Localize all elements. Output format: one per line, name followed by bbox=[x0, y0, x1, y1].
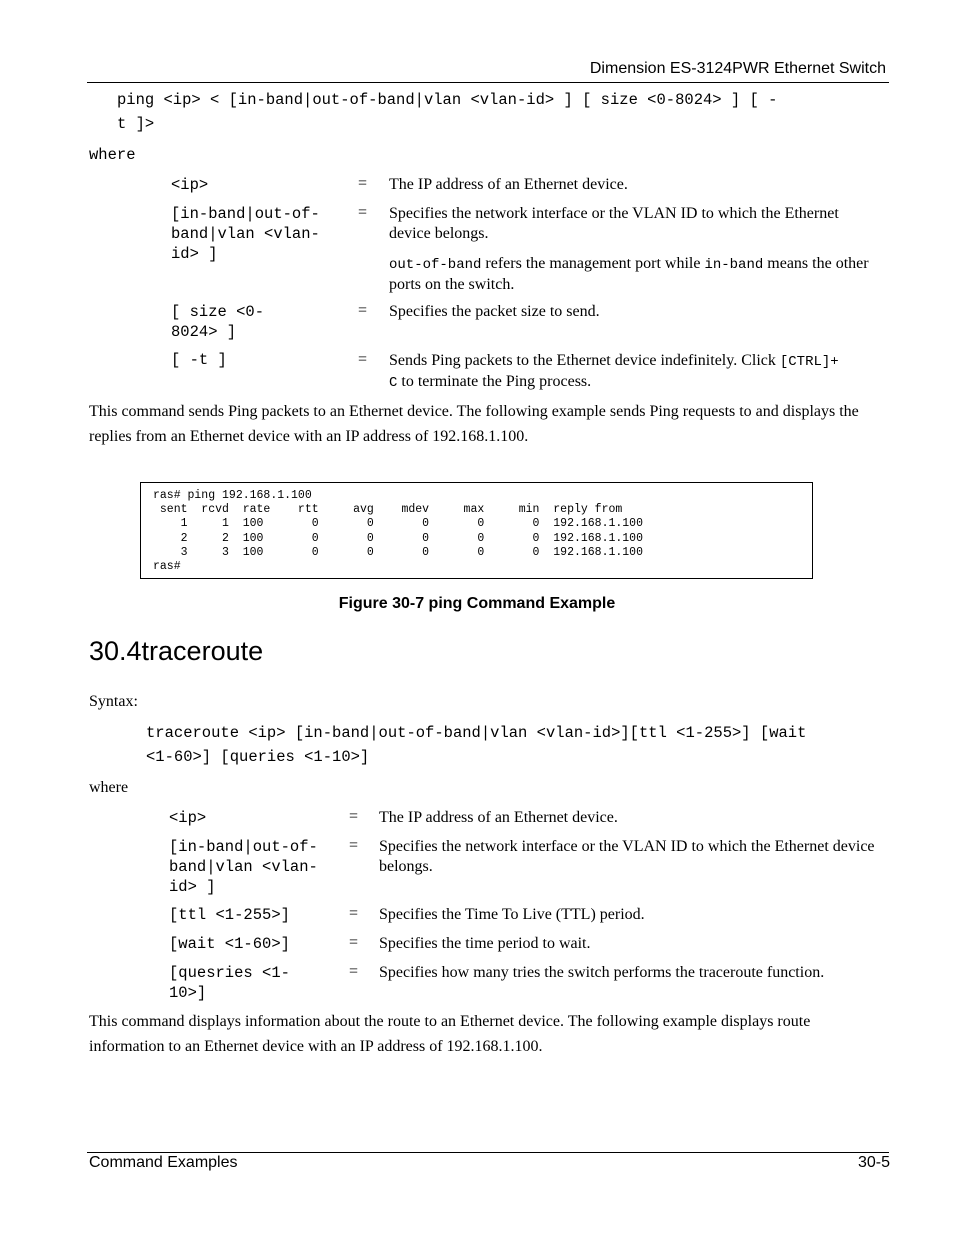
syntax-label: Syntax: bbox=[89, 693, 138, 710]
param-description: Specifies the Time To Live (TTL) period. bbox=[379, 906, 645, 923]
ping-syntax-line-2: t ]> bbox=[117, 115, 155, 133]
param-name: [ttl <1-255>] bbox=[169, 906, 290, 924]
param-name: [ size <0- 8024> ] bbox=[171, 303, 265, 341]
note-text: means the other ports on the switch. bbox=[389, 255, 869, 293]
traceroute-description-paragraph: This command displays information about the route to an Ethernet device. The following example displays route information to an Ethernet device with an IP address of 192.168.1.100. bbox=[89, 1013, 811, 1055]
param-equals: = bbox=[358, 302, 368, 319]
param-description bbox=[389, 351, 884, 393]
param-description: Specifies the packet size to send. bbox=[389, 303, 600, 320]
param-equals: = bbox=[349, 808, 359, 825]
ping-example-output: ras# ping 192.168.1.100 sent rcvd rate rtt avg mdev max min reply from 1 1 100 0 0 0 0 0 192.168.1.100 2 2 100 0 0 0 0 0 192.168.1.100 3 3 100 0 0 0 0 0 192.168.1.100 ras# bbox=[153, 489, 643, 574]
param-equals: = bbox=[349, 905, 359, 922]
header-rule bbox=[87, 82, 889, 83]
figure-caption: Figure 30-7 ping Command Example bbox=[338, 595, 616, 612]
param-description: Specifies the time period to wait. bbox=[379, 935, 591, 952]
param-equals: = bbox=[349, 837, 359, 854]
traceroute-where-label: where bbox=[89, 779, 129, 796]
param-name: <ip> bbox=[171, 176, 209, 194]
note-text: refers the management port while bbox=[481, 255, 705, 272]
param-name: [in-band|out-of- band|vlan <vlan- id> ] bbox=[171, 205, 320, 263]
traceroute-syntax-line-1: traceroute <ip> [in-band|out-of-band|vlan <vlan-id>][ttl <1-255>] [wait bbox=[146, 724, 807, 742]
footer-rule bbox=[87, 1152, 889, 1153]
param-description: The IP address of an Ethernet device. bbox=[379, 809, 618, 826]
param-description: Specifies the network interface or the VLAN ID to which the Ethernet device belongs. bbox=[389, 205, 839, 242]
param-equals: = bbox=[349, 934, 359, 951]
param-equals: = bbox=[358, 175, 368, 192]
param-description-note bbox=[389, 254, 884, 295]
inline-code: [CTRL]+ C bbox=[389, 354, 839, 391]
inline-code: out-of-band bbox=[389, 257, 482, 273]
inline-code: in-band bbox=[704, 257, 764, 273]
ping-description-paragraph: This command sends Ping packets to an Ethernet device. The following example sends Ping requests to and displays the replies from an Ethernet device with an IP address of 192.168.1.100. bbox=[89, 403, 859, 445]
running-header-title: Dimension ES-3124PWR Ethernet Switch bbox=[589, 60, 886, 77]
param-name: [wait <1-60>] bbox=[169, 935, 290, 953]
desc-text: Sends Ping packets to the Ethernet device indefinitely. Click bbox=[389, 352, 780, 369]
ping-example-box bbox=[140, 482, 813, 579]
param-equals: = bbox=[358, 351, 368, 368]
param-description: Specifies the network interface or the VLAN ID to which the Ethernet device belongs. bbox=[379, 838, 875, 875]
footer-page-number: 30-5 bbox=[857, 1154, 890, 1171]
traceroute-syntax-line-2: <1-60>] [queries <1-10>] bbox=[146, 748, 370, 766]
param-name: [in-band|out-of- band|vlan <vlan- id> ] bbox=[169, 838, 318, 896]
param-description: The IP address of an Ethernet device. bbox=[389, 176, 628, 193]
param-equals: = bbox=[358, 204, 368, 221]
footer-chapter-title: Command Examples bbox=[89, 1154, 238, 1171]
param-name: [ -t ] bbox=[171, 351, 227, 369]
desc-text: to terminate the Ping process. bbox=[397, 373, 592, 390]
section-heading: 30.4traceroute bbox=[89, 636, 264, 666]
param-description: Specifies how many tries the switch performs the traceroute function. bbox=[379, 964, 825, 981]
param-equals: = bbox=[349, 963, 359, 980]
ping-syntax-line-1: ping <ip> < [in-band|out-of-band|vlan <vlan-id> ] [ size <0-8024> ] [ - bbox=[117, 91, 778, 109]
param-name: <ip> bbox=[169, 809, 207, 827]
param-name: [quesries <1- 10>] bbox=[169, 964, 290, 1002]
ping-where-label: where bbox=[89, 146, 136, 164]
